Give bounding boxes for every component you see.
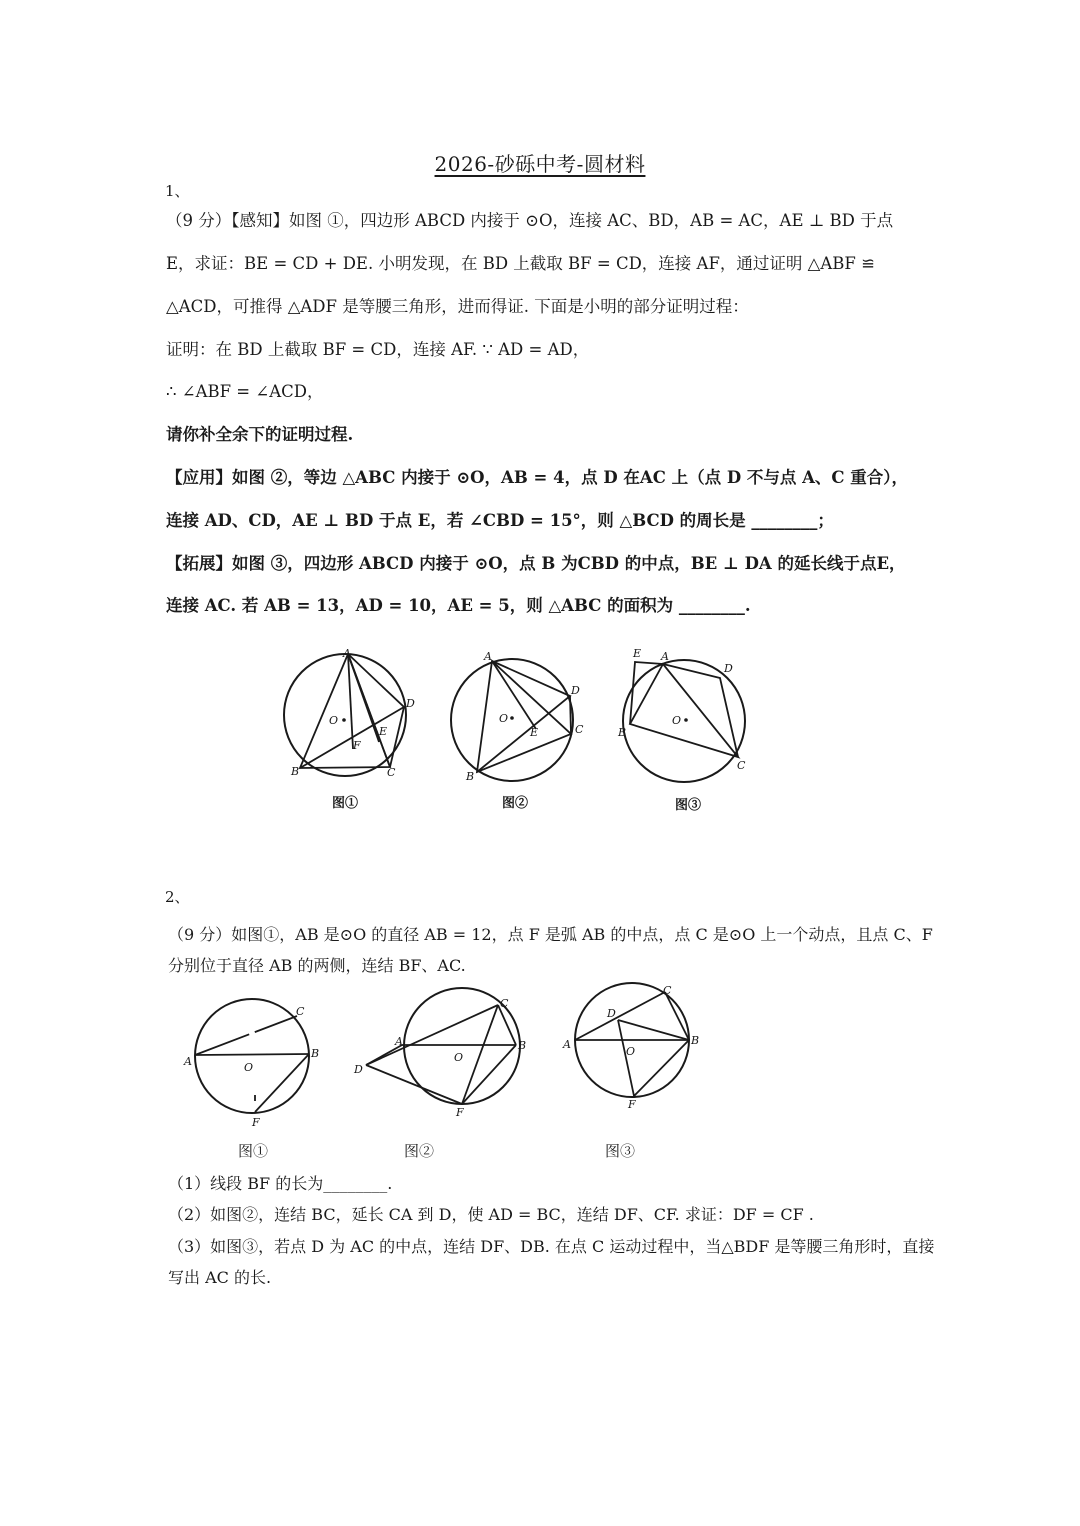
q1-fig1-caption: 图① — [332, 796, 359, 811]
q2-fig1-label-C: C — [296, 1005, 305, 1018]
q1-fig2-label-C: C — [575, 723, 584, 736]
q1-line-4: 证明：在 BD 上截取 BF = CD，连接 AF. ∵ AD = AD， — [166, 340, 590, 359]
q1-line-2: E，求证：BE = CD + DE. 小明发现，在 BD 上截取 BF = CD，连接 AF，通过证明 △ABF ≌ — [166, 254, 875, 273]
q1-fig1-label-F: F — [353, 739, 361, 752]
q1-figure-3 — [615, 642, 760, 792]
q2-figure-2 — [350, 990, 535, 1130]
page-title: 2026-砂砾中考-圆材料 — [434, 152, 646, 176]
q1-fig2-label-A: A — [484, 650, 492, 663]
q2-fig1-label-B: B — [311, 1047, 320, 1060]
q1-line-9: 【拓展】如图 ③，四边形 ABCD 内接于 ⊙O，点 B 为CBD 的中点，BE ⊥ DA 的延长线于点E， — [166, 554, 906, 573]
q1-line-8: 连接 AD、CD，AE ⊥ BD 于点 E，若 ∠CBD = 15°，则 △BCD 的周长是 ________； — [166, 511, 834, 530]
q1-fig1-label-E: E — [379, 725, 388, 738]
q1-line-5: ∴ ∠ABF = ∠ACD， — [166, 382, 324, 401]
q1-fig1-label-A: A — [343, 647, 351, 660]
q1-fig1-label-O: O — [329, 714, 339, 727]
q2-sub-2: （2）如图②，连结 BC，延长 CA 到 D，使 AD = BC，连结 DF、CF. 求证：DF = CF . — [168, 1205, 814, 1224]
q1-line-10: 连接 AC. 若 AB = 13，AD = 10，AE = 5，则 △ABC 的面积为 ________. — [166, 596, 751, 615]
q2-fig1-label-F: F — [252, 1116, 260, 1129]
q2-fig3-label-F: F — [628, 1098, 636, 1111]
q2-fig2-label-F: F — [456, 1106, 464, 1119]
q2-fig2-label-O: O — [454, 1051, 464, 1064]
q2-fig3-label-B: B — [691, 1034, 700, 1047]
q2-number: 2、 — [165, 888, 190, 906]
q2-fig3-label-A: A — [563, 1038, 571, 1051]
q1-fig3-label-E: E — [633, 647, 642, 660]
q2-sub-3: （3）如图③，若点 D 为 AC 的中点，连结 DF、DB. 在点 C 运动过程中，当△BDF 是等腰三角形时，直接 — [168, 1237, 935, 1256]
q2-fig3-label-D: D — [607, 1007, 616, 1020]
q2-line-1: （9 分）如图①，AB 是⊙O 的直径 AB = 12，点 F 是弧 AB 的中点，点 C 是⊙O 上一个动点，且点 C、F — [168, 925, 933, 944]
q1-fig3-label-A: A — [661, 650, 669, 663]
q1-fig1-label-C: C — [387, 766, 396, 779]
q1-fig3-caption: 图③ — [675, 798, 702, 813]
q2-fig3-caption: 图③ — [605, 1142, 636, 1160]
q1-fig2-label-E: E — [530, 726, 539, 739]
q1-figure-1 — [280, 645, 420, 795]
q1-fig2-label-O: O — [499, 712, 509, 725]
q2-fig1-caption: 图① — [238, 1142, 269, 1160]
q1-fig3-label-D: D — [724, 662, 733, 675]
q1-line-3: △ACD，可推得 △ADF 是等腰三角形，进而得证. 下面是小明的部分证明过程： — [166, 297, 749, 316]
q2-fig1-label-A: A — [184, 1055, 192, 1068]
q2-fig1-label-O: O — [244, 1061, 254, 1074]
q2-fig2-caption: 图② — [404, 1142, 435, 1160]
q1-number: 1、 — [165, 182, 190, 200]
q2-line-2: 分别位于直径 AB 的两侧，连结 BF、AC. — [168, 956, 466, 975]
q2-fig3-label-C: C — [663, 984, 672, 997]
q2-fig2-label-D: D — [354, 1063, 363, 1076]
q2-fig2-label-B: B — [518, 1039, 527, 1052]
q2-fig2-label-C: C — [500, 997, 509, 1010]
q2-figure-3 — [560, 980, 710, 1120]
q2-fig2-label-A: A — [395, 1035, 403, 1048]
q1-fig3-label-B: B — [618, 726, 627, 739]
q1-fig3-label-O: O — [672, 714, 682, 727]
q2-sub-1: （1）线段 BF 的长为________. — [168, 1174, 393, 1193]
q1-line-6: 请你补全余下的证明过程. — [166, 425, 354, 444]
q2-fig3-label-O: O — [626, 1045, 636, 1058]
q1-fig1-label-D: D — [406, 697, 415, 710]
q1-figure-2 — [450, 648, 595, 798]
q2-figure-1 — [180, 998, 330, 1138]
q1-fig2-caption: 图② — [502, 796, 529, 811]
q1-fig2-label-D: D — [571, 684, 580, 697]
q2-sub-4: 写出 AC 的长. — [168, 1268, 272, 1287]
q1-line-7: 【应用】如图 ②，等边 △ABC 内接于 ⊙O，AB = 4，点 D 在AC 上（点 D 不与点 A、C 重合）， — [166, 468, 909, 487]
q1-fig3-label-C: C — [737, 759, 746, 772]
q1-fig1-label-B: B — [291, 765, 300, 778]
q1-fig2-label-B: B — [466, 770, 475, 783]
q1-line-1: （9 分）【感知】如图 ①，四边形 ABCD 内接于 ⊙O，连接 AC、BD，AB = AC，AE ⊥ BD 于点 — [166, 211, 894, 230]
